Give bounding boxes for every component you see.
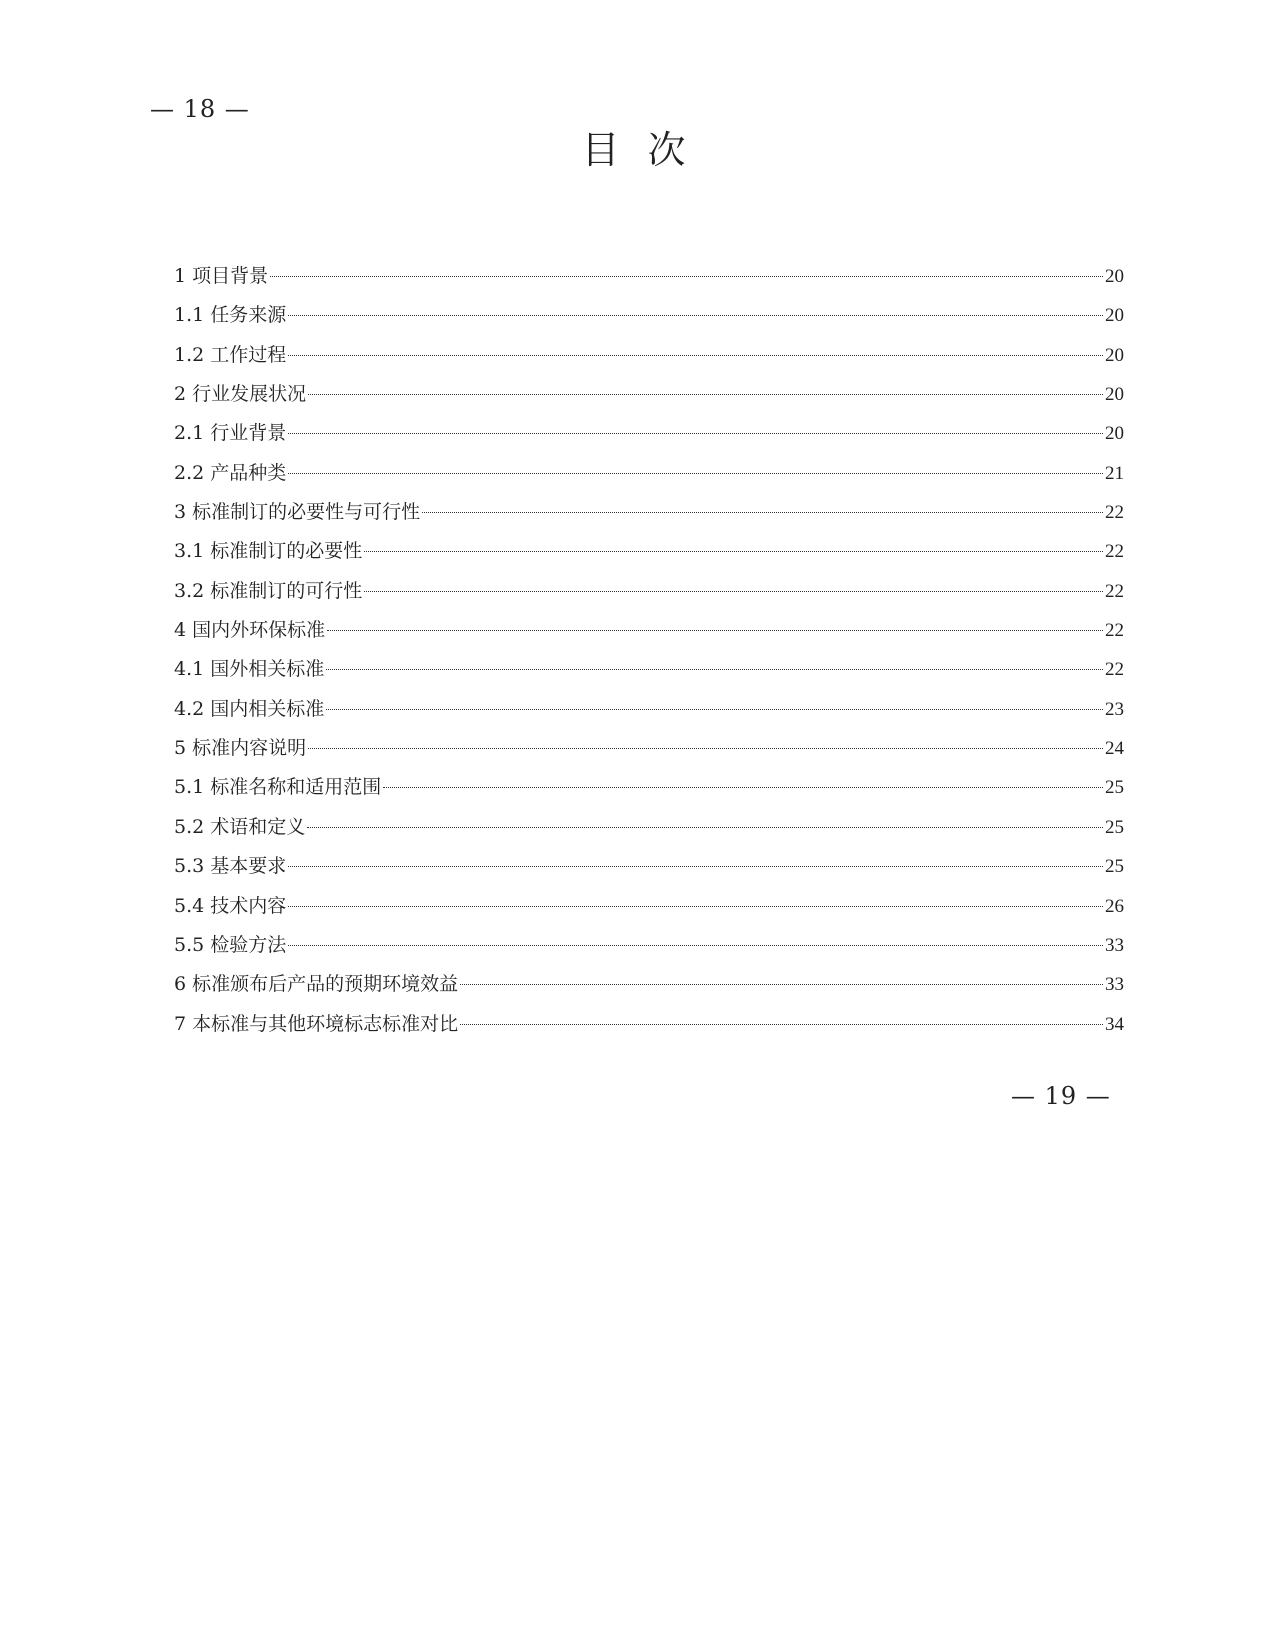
toc-entry-page-number: 20: [1105, 344, 1124, 366]
page-number-top: — 18 —: [150, 95, 250, 123]
toc-entry-page-number: 34: [1105, 1013, 1124, 1035]
toc-entry-page-number: 25: [1105, 816, 1124, 838]
toc-dot-leader: [270, 276, 1103, 277]
toc-entry-title: 5.1 标准名称和适用范围: [174, 776, 382, 799]
toc-entry[interactable]: [174, 772, 1124, 811]
toc-entry-page-number: 20: [1105, 266, 1124, 287]
toc-entry-page-number: 21: [1105, 462, 1124, 484]
toc-entry-title: 5 标准内容说明: [174, 737, 307, 760]
toc-entry-title: 1.1 任务来源: [174, 304, 287, 327]
toc-dot-leader: [288, 906, 1103, 907]
toc-entry-title: 4.1 国外相关标准: [174, 658, 325, 681]
toc-dot-leader: [326, 669, 1103, 670]
toc-entry-title: 4 国内外环保标准: [174, 619, 326, 642]
toc-dot-leader: [327, 630, 1103, 631]
toc-entry[interactable]: [174, 694, 1124, 733]
toc-entry-page-number: 20: [1105, 384, 1124, 406]
toc-entry-title: 2.1 行业背景: [174, 422, 287, 445]
toc-entry-title: 6 标准颁布后产品的预期环境效益: [174, 973, 459, 996]
toc-entry-title: 2 行业发展状况: [174, 383, 307, 406]
toc-entry[interactable]: [174, 379, 1124, 418]
toc-entry-title: 3 标准制订的必要性与可行性: [174, 501, 421, 524]
toc-entry-title: 7 本标准与其他环境标志标准对比: [174, 1012, 459, 1035]
toc-entry-page-number: 22: [1105, 580, 1124, 602]
toc-entry-title: 2.2 产品种类: [174, 461, 287, 484]
toc-entry-title: 4.2 国内相关标准: [174, 697, 325, 720]
toc-entry-page-number: 33: [1105, 934, 1124, 956]
toc-entry-page-number: 26: [1105, 895, 1124, 917]
toc-title: 目 次: [581, 128, 694, 172]
toc-dot-leader: [288, 433, 1103, 434]
toc-dot-leader: [288, 315, 1103, 316]
toc-entry-title: 5.4 技术内容: [174, 894, 287, 917]
toc-entry-title: 3.1 标准制订的必要性: [174, 540, 363, 563]
toc-entry-title: 5.5 检验方法: [174, 933, 287, 956]
toc-entry[interactable]: [174, 930, 1124, 969]
toc-entry[interactable]: [174, 851, 1124, 890]
toc-entry-title: 5.2 术语和定义: [174, 815, 306, 838]
toc-entry[interactable]: [174, 497, 1124, 536]
toc-entry-page-number: 22: [1105, 659, 1124, 681]
toc-entry-title: 3.2 标准制订的可行性: [174, 579, 363, 602]
toc-dot-leader: [307, 827, 1103, 828]
toc-entry[interactable]: [174, 891, 1124, 930]
toc-entry[interactable]: [174, 812, 1124, 851]
toc-entry[interactable]: [174, 418, 1124, 457]
toc-entry[interactable]: [174, 458, 1124, 497]
toc-entry-page-number: 23: [1105, 698, 1124, 720]
toc-entry[interactable]: [174, 300, 1124, 339]
toc-entry[interactable]: [174, 1009, 1124, 1048]
toc-dot-leader: [288, 945, 1103, 946]
toc-entry-page-number: 24: [1105, 738, 1124, 760]
toc-entry[interactable]: [174, 733, 1124, 772]
toc-entry[interactable]: [174, 615, 1124, 654]
toc-dot-leader: [288, 355, 1103, 356]
toc-dot-leader: [383, 787, 1103, 788]
toc-entry[interactable]: [174, 576, 1124, 615]
toc-entry-page-number: 22: [1105, 620, 1124, 642]
toc-entry-page-number: 25: [1105, 777, 1124, 799]
toc-dot-leader: [326, 709, 1103, 710]
toc-dot-leader: [364, 551, 1103, 552]
table-of-contents: [174, 261, 1124, 1048]
toc-entry-page-number: 22: [1105, 541, 1124, 563]
toc-entry-title: 5.3 基本要求: [174, 855, 287, 878]
toc-entry[interactable]: [174, 654, 1124, 693]
toc-dot-leader: [288, 866, 1103, 867]
toc-entry[interactable]: [174, 536, 1124, 575]
toc-dot-leader: [460, 984, 1103, 985]
toc-entry-page-number: 20: [1105, 423, 1124, 445]
toc-entry[interactable]: [174, 261, 1124, 300]
toc-dot-leader: [422, 512, 1103, 513]
toc-entry[interactable]: [174, 969, 1124, 1008]
toc-dot-leader: [364, 591, 1103, 592]
toc-dot-leader: [308, 748, 1103, 749]
toc-entry-title: 1 项目背景: [174, 265, 269, 287]
toc-dot-leader: [288, 473, 1103, 474]
toc-entry-title: 1.2 工作过程: [174, 343, 287, 366]
toc-entry-page-number: 25: [1105, 856, 1124, 878]
toc-entry-page-number: 33: [1105, 974, 1124, 996]
page-number-bottom: — 19 —: [1011, 1082, 1111, 1110]
toc-entry[interactable]: [174, 340, 1124, 379]
toc-dot-leader: [460, 1024, 1103, 1025]
toc-dot-leader: [308, 394, 1103, 395]
toc-entry-page-number: 22: [1105, 502, 1124, 524]
toc-entry-page-number: 20: [1105, 305, 1124, 327]
